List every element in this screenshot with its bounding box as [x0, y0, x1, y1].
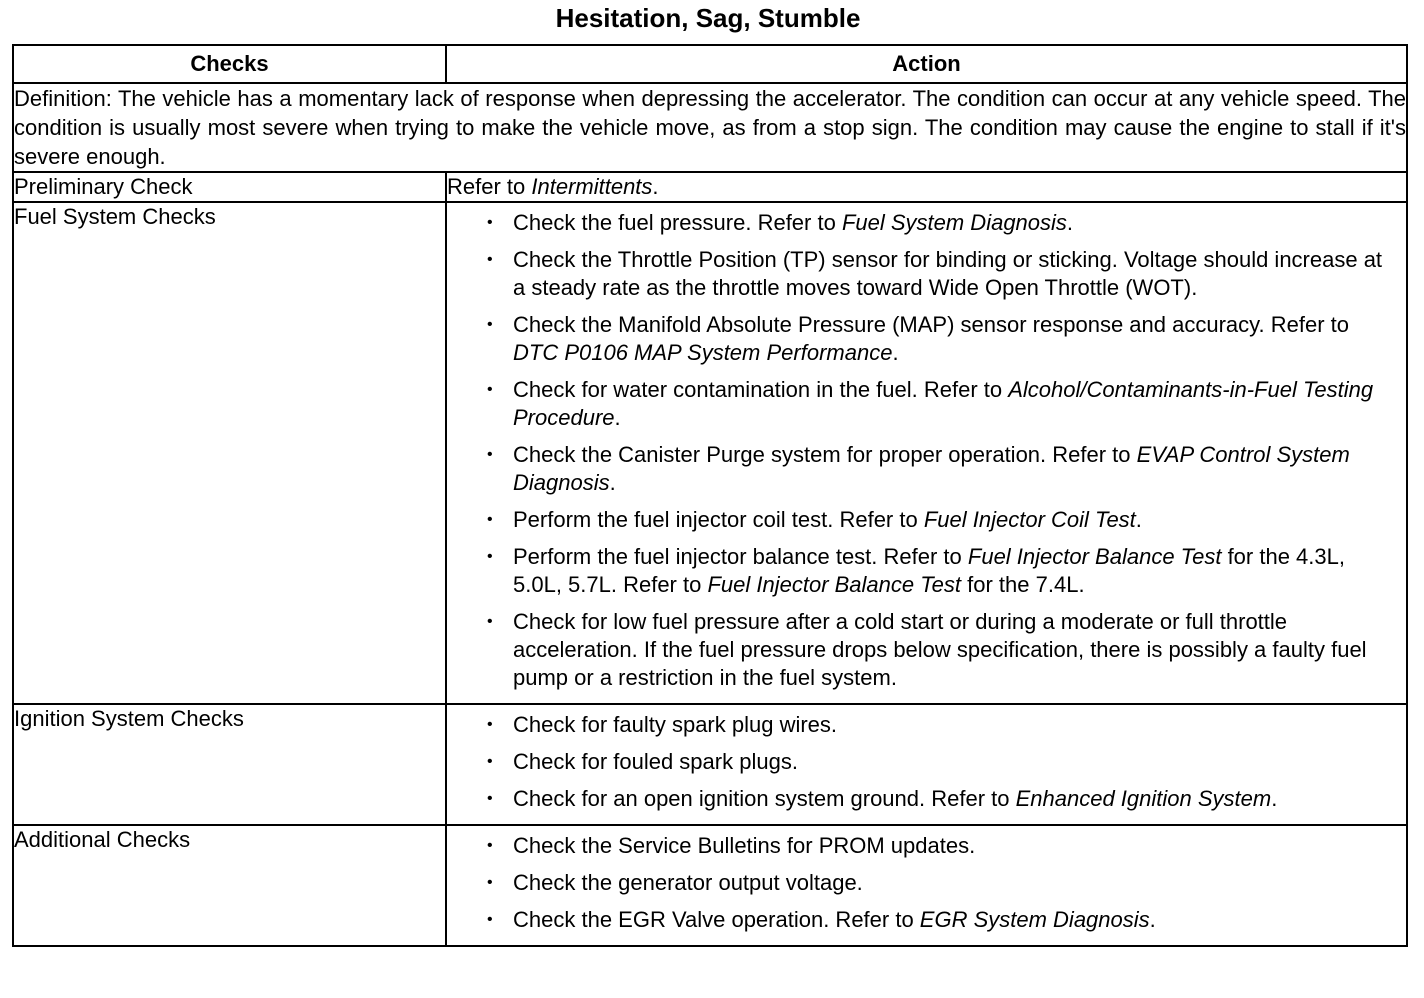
fuel-actions	[446, 202, 1407, 704]
definition-row	[13, 83, 1407, 172]
additional-action-list	[447, 826, 1406, 945]
header-row	[13, 45, 1407, 83]
preliminary-action	[446, 172, 1407, 202]
ignition-actions	[446, 704, 1407, 825]
item-text: Check for low fuel pressure after a cold start or during a moderate or full throttle acceleration. If the fuel pressure drops below specification, there is possibly a faulty fuel pump or a restriction in the fuel system.	[513, 609, 1367, 690]
item-text: .	[609, 470, 616, 495]
reference-link-text: Fuel System Diagnosis	[841, 210, 1067, 235]
list-item	[487, 209, 1392, 237]
item-text: Check for water contamination in the fuel. Refer to	[513, 377, 1009, 402]
item-text: .	[892, 340, 899, 365]
list-item	[487, 543, 1392, 599]
item-text: Perform the fuel injector balance test. Refer to	[513, 544, 968, 569]
item-text: Check the EGR Valve operation. Refer to	[513, 907, 920, 932]
preliminary-row	[13, 172, 1407, 202]
item-text: for the 4.3L, 5.0L, 5.7L. Refer to	[513, 544, 1345, 597]
reference-link-text: EVAP Control System Diagnosis	[513, 442, 1350, 495]
list-item	[487, 376, 1392, 432]
list-item	[487, 906, 1392, 934]
reference-link-text: Alcohol/Contaminants-in-Fuel Testing Procedure	[513, 377, 1374, 430]
reference-link-text: DTC P0106 MAP System Performance	[513, 340, 893, 365]
reference-link-text: EGR System Diagnosis	[919, 907, 1150, 932]
additional-checks-label: Additional Checks	[13, 825, 446, 946]
item-text: Check for an open ignition system ground. Refer to	[513, 786, 1016, 811]
list-item	[487, 608, 1392, 692]
item-text: Check the Service Bulletins for PROM updates.	[513, 833, 976, 858]
reference-link-text: Fuel Injector Balance Test	[707, 572, 962, 597]
item-text: Check the generator output voltage.	[513, 870, 863, 895]
item-text: Check for fouled spark plugs.	[513, 749, 798, 774]
header-action: Action	[446, 45, 1407, 83]
list-item	[487, 748, 1392, 776]
page-title: Hesitation, Sag, Stumble	[555, 3, 861, 33]
preliminary-action-prefix: Refer to	[447, 174, 532, 199]
list-item	[487, 311, 1392, 367]
fuel-action-list	[447, 203, 1406, 703]
definition-text: Definition: The vehicle has a momentary lack of response when depressing the accelerator. The condition can occur at any vehicle speed. The condition is usually most severe when trying to make the vehicle move, as from a stop sign. The condition may cause the engine to stall if it's severe enough.	[13, 83, 1407, 172]
item-text: .	[1135, 507, 1142, 532]
item-text: .	[1271, 786, 1278, 811]
list-item	[487, 832, 1392, 860]
list-item	[487, 246, 1392, 302]
reference-link-text: Fuel Injector Balance Test	[967, 544, 1222, 569]
header-checks: Checks	[13, 45, 446, 83]
item-text: Perform the fuel injector coil test. Refer to	[513, 507, 924, 532]
list-item	[487, 441, 1392, 497]
preliminary-action-suffix: .	[652, 174, 659, 199]
item-text: Check the fuel pressure. Refer to	[513, 210, 842, 235]
fuel-row	[13, 202, 1407, 704]
item-text: Check the Throttle Position (TP) sensor for binding or sticking. Voltage should increase at a steady rate as the throttle moves toward Wide Open Throttle (WOT).	[513, 247, 1383, 300]
preliminary-action-ref: Intermittents	[531, 174, 653, 199]
item-text: for the 7.4L.	[961, 572, 1085, 597]
item-text: Check the Manifold Absolute Pressure (MAP) sensor response and accuracy. Refer to	[513, 312, 1349, 337]
preliminary-check-label: Preliminary Check	[13, 172, 446, 202]
additional-actions	[446, 825, 1407, 946]
diagnosis-table	[12, 44, 1408, 947]
list-item	[487, 869, 1392, 897]
additional-row	[13, 825, 1407, 946]
list-item	[487, 711, 1392, 739]
item-text: Check the Canister Purge system for proper operation. Refer to	[513, 442, 1137, 467]
ignition-action-list	[447, 705, 1406, 824]
item-text: .	[1149, 907, 1156, 932]
list-item	[487, 506, 1392, 534]
ignition-row	[13, 704, 1407, 825]
list-item	[487, 785, 1392, 813]
fuel-system-checks-label: Fuel System Checks	[13, 202, 446, 704]
ignition-system-checks-label: Ignition System Checks	[13, 704, 446, 825]
reference-link-text: Fuel Injector Coil Test	[923, 507, 1136, 532]
item-text: Check for faulty spark plug wires.	[513, 712, 838, 737]
item-text: .	[614, 405, 621, 430]
reference-link-text: Enhanced Ignition System	[1015, 786, 1272, 811]
item-text: .	[1066, 210, 1074, 235]
